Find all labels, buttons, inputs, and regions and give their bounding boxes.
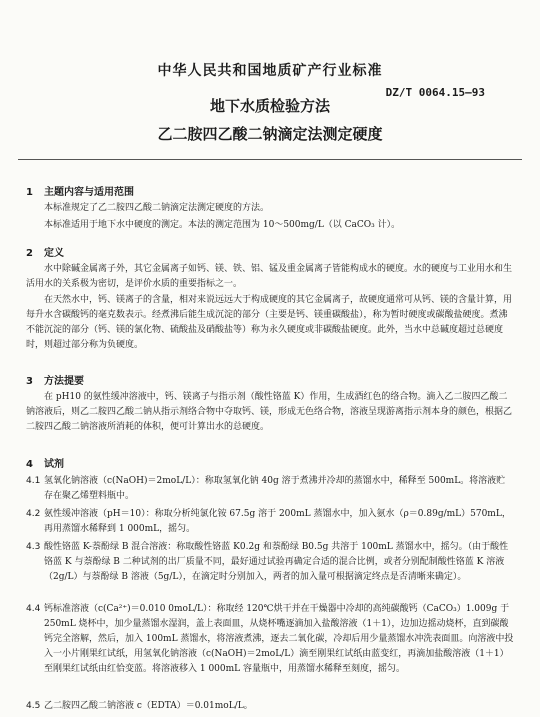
section-heading-2: 2 定义 bbox=[26, 248, 64, 259]
reagent-item: 4.4 钙标准溶液（c(Ca²⁺)＝0.010 0moL/L）：称取经 120℃烘干并在干燥器中冷却的高纯碳酸钙（CaCO₃）1.009g 于 250mL 烧杯中，加少量蒸馏水湿润，盖上表面皿，从烧杯嘴逐滴加入盐酸溶液（1＋1），边加边摇动烧杯，直到碳酸钙完全溶解，然后，加入 100mL 蒸馏水，将溶液煮沸，逐去二氧化碳，冷却后用少量蒸馏水冲洗表面皿。向溶液中投入一小片刚果红试纸，用氢氧化钠溶液（c(NaOH)＝2moL/L）滴至刚果红试纸由蓝变红，再滴加盐酸溶液（1＋1）至刚果红试纸由红恰变蓝。将溶液移入 1 000mL 容量瓶中，用蒸馏水稀释至刻度，摇匀。 bbox=[26, 604, 514, 674]
section-heading-3: 3 方法提要 bbox=[26, 376, 84, 387]
section-3-paragraph: 在 pH10 的氨性缓冲溶液中，钙、镁离子与指示剂（酸性铬蓝 K）作用，生成酒红色的络合物。滴入乙二胺四乙酸二钠溶液后，则乙二胺四乙酸二钠从指示剂络合物中夺取钙、镁，形成无色络合物，溶液呈现游离指示剂本身的颜色，根据乙二胺四乙酸二钠溶液所消耗的体积，便可计算出水的总硬度。 bbox=[26, 392, 513, 432]
section-heading-1: 1 主题内容与适用范围 bbox=[26, 187, 134, 198]
reagent-item: 4.2 氨性缓冲溶液（pH＝10）：称取分析纯氯化铵 67.5g 溶于 200mL 蒸馏水中，加入氨水（ρ＝0.89g/mL）570mL，再用蒸馏水稀释到 1 000mL，摇匀。 bbox=[26, 509, 511, 534]
header-divider bbox=[18, 159, 522, 160]
document-title-line1: 地下水质检验方法 bbox=[209, 97, 330, 115]
section-2-paragraph: 在天然水中，钙、镁离子的含量，相对来说远远大于构成硬度的其它金属离子，故硬度通常可从钙、镁的含量计算，用每升水含碳酸钙的毫克数表示。经煮沸后能生成沉淀的部分（主要是钙、镁重碳酸盐），称为暂时硬度或碳酸盐硬度。煮沸不能沉淀的部分（钙、镁的氯化物、硫酸盐及硝酸盐等）称为永久硬度或非碳酸盐硬度。此外，当水中总碱度超过总硬度时，则超过部分称为负硬度。 bbox=[26, 295, 513, 350]
section-heading-4: 4 试剂 bbox=[26, 459, 64, 470]
section-2-paragraph: 水中除碱金属离子外，其它金属离子如钙、镁、铁、铝、锰及重金属离子皆能构成水的硬度。水的硬度与工业用水和生活用水的关系极为密切，是评价水质的重要指标之一。 bbox=[26, 264, 513, 289]
section-1-paragraph: 本标准规定了乙二胺四乙酸二钠滴定法测定硬度的方法。 bbox=[44, 203, 270, 213]
section-1-paragraph: 本标准适用于地下水中硬度的测定。本法的测定范围为 10～500mg/L（以 CaCO₃ 计）。 bbox=[44, 220, 401, 230]
reagent-item: 4.3 酸性铬蓝 K-萘酚绿 B 混合溶液：称取酸性铬蓝 K0.2g 和萘酚绿 B0.5g 共溶于 100mL 蒸馏水中，摇匀。（由于酸性铬蓝 K 与萘酚绿 B 二种试剂的出厂质量不同，最好通过试验再确定合适的混合比例，或者分别配制酸性铬蓝 K 溶液（2g/L）与萘酚绿 B 溶液（5g/L），在滴定时分别加入，两者的加入量可根据滴定终点是否清晰来确定）。 bbox=[26, 542, 509, 582]
standard-code: DZ/T 0064.15—93 bbox=[385, 86, 485, 99]
document-title-line2: 乙二胺四乙酸二钠滴定法测定硬度 bbox=[157, 125, 383, 143]
industry-standard-title: 中华人民共和国地质矿产行业标准 bbox=[157, 63, 383, 79]
reagent-item: 4.5 乙二胺四乙酸二钠溶液 c（EDTA）＝0.01moL/L。 bbox=[26, 701, 253, 711]
reagent-item: 4.1 氢氧化钠溶液（c(NaOH)＝2moL/L）：称取氢氧化钠 40g 溶于煮沸并冷却的蒸馏水中，稀释至 500mL。将溶液贮存在聚乙烯塑料瓶中。 bbox=[26, 476, 506, 501]
